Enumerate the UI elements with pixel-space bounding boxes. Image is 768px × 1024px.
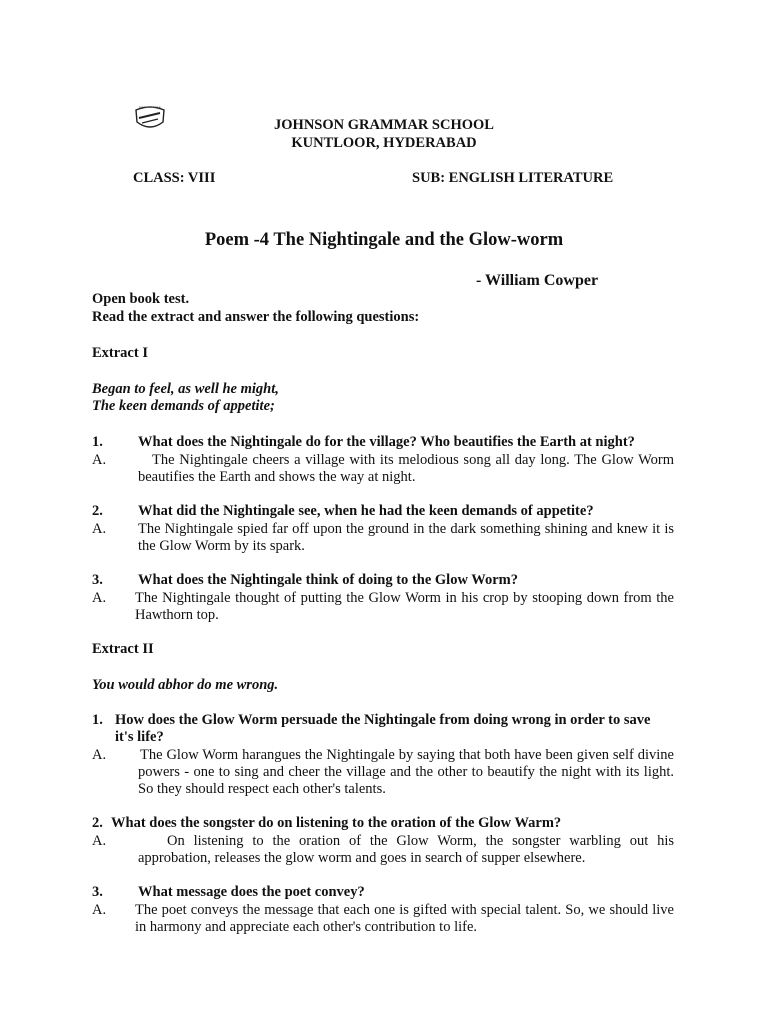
school-name: JOHNSON GRAMMAR SCHOOL xyxy=(274,117,494,133)
question-number: 2. xyxy=(92,815,103,831)
question-text: How does the Glow Worm persuade the Nightingale from doing wrong in order to save it's life? xyxy=(115,712,651,745)
answer-text: On listening to the oration of the Glow Worm, the songster warbling out his approbation, releases the glow worm and goes in search of supper elsewhere. xyxy=(138,833,674,866)
school-location: KUNTLOOR, HYDERABAD xyxy=(291,135,477,151)
answer-text: The poet conveys the message that each one is gifted with special talent. So, we should live in harmony and appreciate each other's contribution to life. xyxy=(135,902,674,935)
answer-label: A. xyxy=(92,747,107,763)
extract-1-quote-line-1: Began to feel, as well he might, xyxy=(92,381,279,397)
instruction-line-2: Read the extract and answer the following questions: xyxy=(92,309,420,325)
extract-1-quote-line-2: The keen demands of appetite; xyxy=(92,398,275,414)
poem-author: - William Cowper xyxy=(476,272,599,289)
extract-1-heading: Extract I xyxy=(92,345,148,361)
question-number: 2. xyxy=(92,503,103,519)
answer-label: A. xyxy=(92,590,107,606)
answer-text: The Nightingale cheers a village with its melodious song all day long. The Glow Worm beautifies the Earth and shows the way at night. xyxy=(138,452,674,485)
question-text: What does the songster do on listening to the oration of the Glow Warm? xyxy=(111,815,562,831)
question-text: What does the Nightingale think of doing to the Glow Worm? xyxy=(138,572,518,588)
answer-text: The Nightingale thought of putting the Glow Worm in his crop by stooping down from the Hawthorn top. xyxy=(135,590,674,623)
extract-2-quote-line-1: You would abhor do me wrong. xyxy=(92,677,279,693)
subject-label: SUB: ENGLISH LITERATURE xyxy=(412,170,614,186)
answer-label: A. xyxy=(92,902,107,918)
answer-text: The Nightingale spied far off upon the ground in the dark something shining and knew it is the Glow Worm by its spark. xyxy=(138,521,674,554)
answer-label: A. xyxy=(92,452,107,468)
answer-label: A. xyxy=(92,833,107,849)
question-text: What message does the poet convey? xyxy=(138,884,365,900)
question-text: What does the Nightingale do for the village? Who beautifies the Earth at night? xyxy=(138,434,635,450)
answer-label: A. xyxy=(92,521,107,537)
poem-title: Poem -4 The Nightingale and the Glow-worm xyxy=(204,230,564,250)
question-number: 3. xyxy=(92,572,103,588)
instruction-line-1: Open book test. xyxy=(92,291,190,307)
question-number: 1. xyxy=(92,434,103,450)
question-number: 3. xyxy=(92,884,103,900)
question-number: 1. xyxy=(92,712,103,728)
extract-2-heading: Extract II xyxy=(92,641,154,657)
class-label: CLASS: VIII xyxy=(133,170,216,186)
answer-text: The Glow Worm harangues the Nightingale by saying that both have been given self divine powers - one to sing and cheer the village and the other to beautify the night with its light. So they should respect each other's talents. xyxy=(138,747,674,797)
question-text: What did the Nightingale see, when he had the keen demands of appetite? xyxy=(138,503,594,519)
